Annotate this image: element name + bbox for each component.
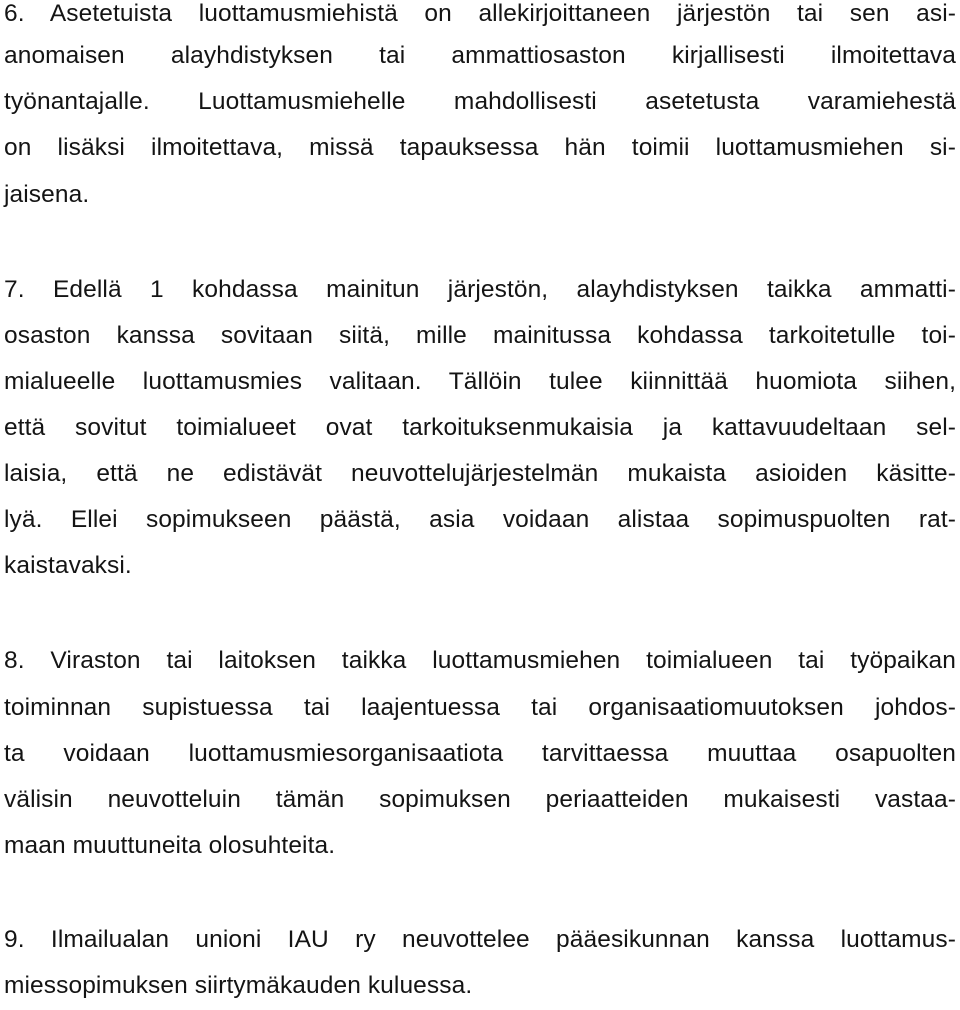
text-line: osaston kanssa sovitaan siitä, mille mainitussa kohdassa tarkoitetulle toi- <box>4 322 956 349</box>
text-line: miessopimuksen siirtymäkauden kuluessa. <box>4 972 473 999</box>
text-line: laisia, että ne edistävät neuvottelujärjestelmän mukaista asioiden käsitte- <box>4 460 956 487</box>
text-line: 6. Asetetuista luottamusmiehistä on allekirjoittaneen järjestön tai sen asi- <box>4 0 956 27</box>
text-line: 7. Edellä 1 kohdassa mainitun järjestön, alayhdistyksen taikka ammatti- <box>4 276 956 303</box>
text-line: toiminnan supistuessa tai laajentuessa tai organisaatiomuutoksen johdos- <box>4 694 956 721</box>
text-line: välisin neuvotteluin tämän sopimuksen periaatteiden mukaisesti vastaa- <box>4 786 956 813</box>
text-line: maan muuttuneita olosuhteita. <box>4 832 336 859</box>
text-line: että sovitut toimialueet ovat tarkoituksenmukaisia ja kattavuudeltaan sel- <box>4 414 956 441</box>
text-line: ta voidaan luottamusmiesorganisaatiota tarvittaessa muuttaa osapuolten <box>4 740 956 767</box>
text-line: mialueelle luottamusmies valitaan. Tällöin tulee kiinnittää huomiota siihen, <box>4 368 956 395</box>
text-line: jaisena. <box>4 181 90 208</box>
text-line: 8. Viraston tai laitoksen taikka luottamusmiehen toimialueen tai työpaikan <box>4 647 956 674</box>
text-line: on lisäksi ilmoitettava, missä tapauksessa hän toimii luottamusmiehen si- <box>4 134 956 161</box>
text-line: kaistavaksi. <box>4 552 132 579</box>
text-line: lyä. Ellei sopimukseen päästä, asia voidaan alistaa sopimuspuolten rat- <box>4 506 956 533</box>
text-line: työnantajalle. Luottamusmiehelle mahdollisesti asetetusta varamiehestä <box>4 88 956 115</box>
text-line: 9. Ilmailualan unioni IAU ry neuvottelee pääesikunnan kanssa luottamus- <box>4 926 956 953</box>
text-line: anomaisen alayhdistyksen tai ammattiosaston kirjallisesti ilmoitettava <box>4 42 956 69</box>
